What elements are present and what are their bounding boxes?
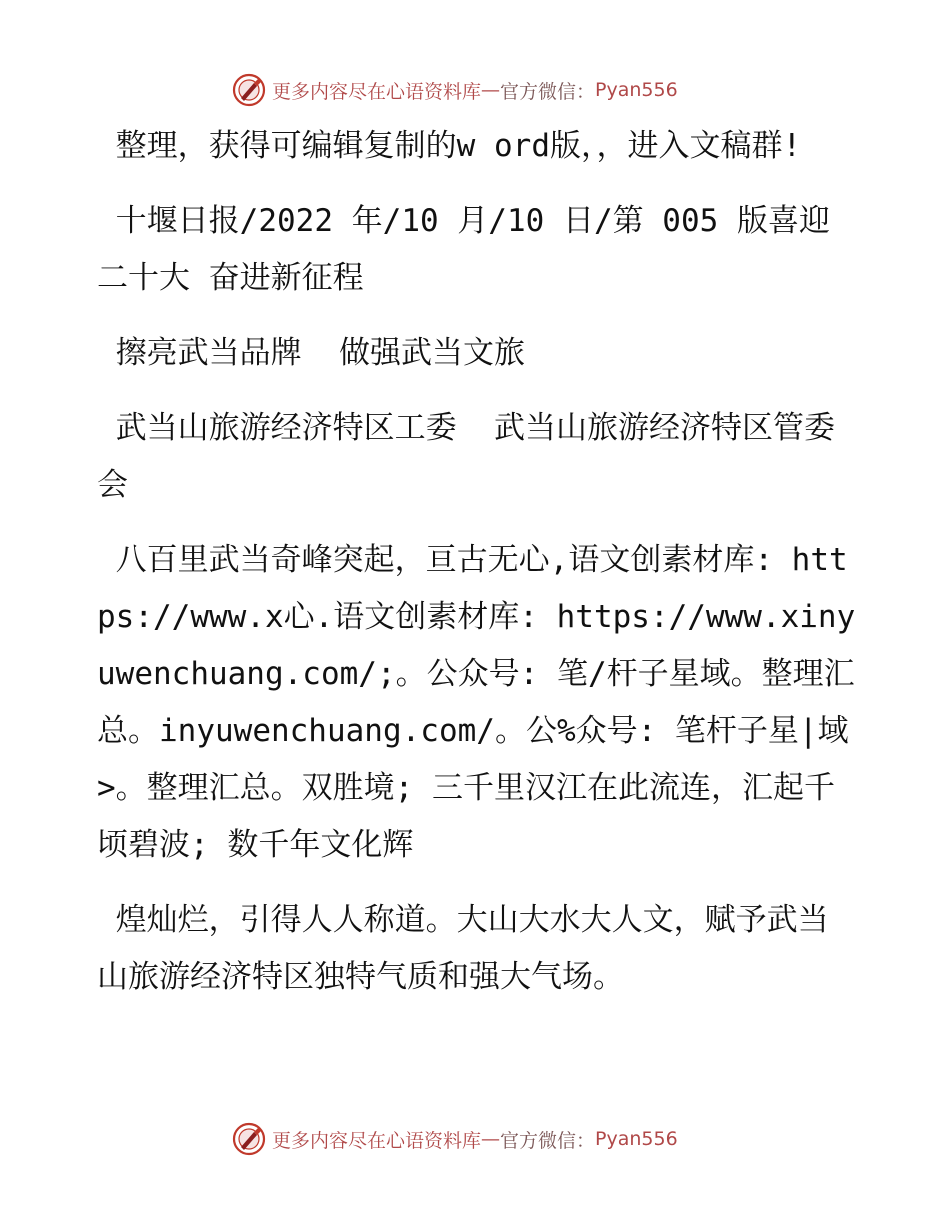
watermark-text: 更多内容尽在心语资料库 — [272, 1129, 482, 1152]
watermark-contact-label: 官方微信： — [500, 80, 596, 103]
paragraph-headline: 擦亮武当品牌 做强武当文旅 — [97, 335, 525, 371]
watermark-contact-id: Pyan556 — [595, 1128, 678, 1150]
watermark-contact-id: Pyan556 — [595, 79, 678, 101]
paragraph-source: 十堰日报/2022 年/10 月/10 日/第 005 版喜迎二十大 奋进新征程 — [97, 203, 830, 296]
paragraph-intro: 整理，获得可编辑复制的w ord版，，进入文稿群! — [97, 128, 802, 164]
pen-logo-icon — [232, 73, 266, 107]
paragraph-body-2: 煌灿烂，引得人人称道。大山大水大人文，赋予武当山旅游经济特区独特气质和强大气场。 — [97, 902, 829, 995]
footer-watermark — [232, 1121, 732, 1157]
watermark-contact-label: 官方微信： — [500, 1129, 596, 1152]
watermark-dash: — — [481, 79, 501, 101]
pen-logo-icon — [232, 1122, 266, 1156]
document-body — [97, 118, 857, 1006]
watermark-text: 更多内容尽在心语资料库 — [272, 80, 482, 103]
paragraph-body-1: 八百里武当奇峰突起，亘古无心,语文创素材库: https://www.x心.语文创素材库: https://www.xinyuwenchuang.com/;。公众号: 笔/杆子星域。整理汇总。inyuwenchuang.com/。公%众号: 笔杆子星|域>。整理汇总。双胜境; 三千里汉江在此流连，汇起千顷碧波; 数千年文化辉 — [97, 542, 856, 863]
watermark-dash: — — [481, 1128, 501, 1150]
paragraph-author: 武当山旅游经济特区工委 武当山旅游经济特区管委会 — [97, 410, 835, 503]
header-watermark — [232, 72, 732, 108]
